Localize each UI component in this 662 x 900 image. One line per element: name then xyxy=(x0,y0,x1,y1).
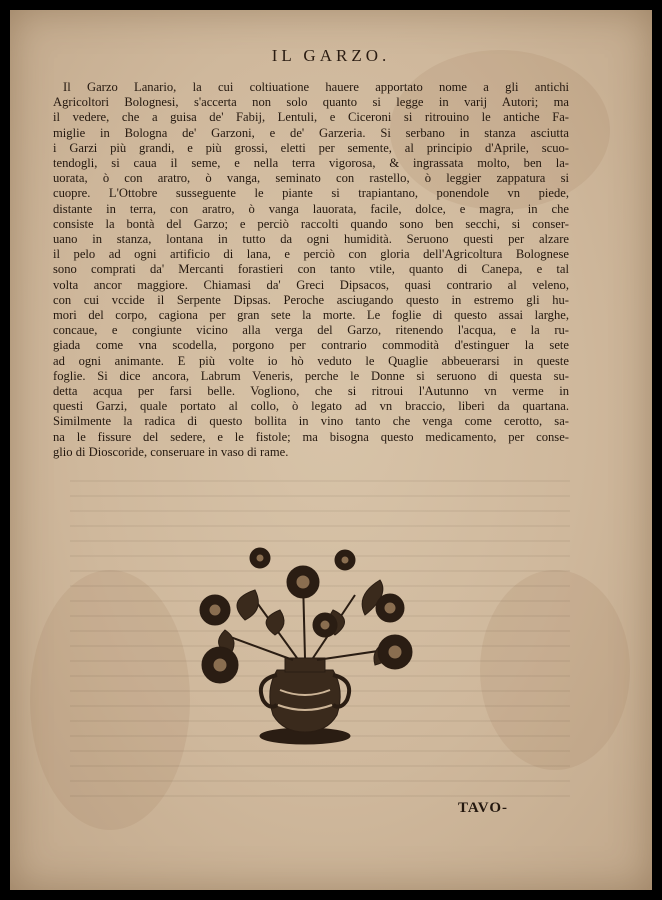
text-line: miglie in Bologna de' Garzoni, e de' Garzeria. Si serbano in stanza asciutta xyxy=(53,125,569,140)
flower xyxy=(250,548,270,568)
text-line: consiste la bontà del Garzo; e perciò raccolti quando sono ben secchi, si conser- xyxy=(53,216,569,231)
text-line: detta acqua per farsi belle. Vogliono, che si ritroui l'Autunno vn verme in xyxy=(53,384,569,399)
text-line: concaue, e congiunte vicino alla verga del Garzo, ritenendo l'acqua, e la ru- xyxy=(53,323,569,338)
flower-vase-woodcut xyxy=(185,540,425,755)
leaf xyxy=(266,610,284,635)
text-line: il vedere, che a guisa de' Fabij, Lentuli, e Ciceroni si ritrouino le antiche Fa- xyxy=(53,110,569,125)
text-line: uorata, ò con aratro, ò vanga, seminato con rastello, ò leggier zappatura si xyxy=(53,171,569,186)
text-line: il pelo ad ogni artificio di lana, e perciò con gloria dell'Agricoltura Bolognese xyxy=(53,247,569,262)
text-line: na le fissure del sedere, e le fistole; ma bisogna questo medicamento, per conse- xyxy=(53,429,569,444)
text-line: uano in stanza, lontana in tutto da ogni humidità. Seruono questi per alzare xyxy=(53,232,569,247)
text-line: distante in terra, con aratro, ò vanga lauorata, facile, dolce, e magra, in che xyxy=(53,201,569,216)
text-line: Agricoltori Bolognesi, s'accerta non solo quanto si legge in varij Autori; ma xyxy=(53,95,569,110)
page-title: IL GARZO. xyxy=(271,46,391,65)
text-line: sono comprati da' Mercanti forastieri con tanto vtile, quanto di Canepa, e tal xyxy=(53,262,569,277)
text-line: volta ancor maggiore. Chiamasi da' Greci Dipsacos, quasi contrario al veleno, xyxy=(53,277,569,292)
text-line: foglie. Si dice ancora, Labrum Veneris, perche le Donne si seruono di questa su- xyxy=(53,368,569,383)
flower xyxy=(335,550,355,570)
text-line: Similmente la radica di questo bollita in vino tanto che venga come cerotto, sa- xyxy=(53,414,569,429)
text-line: Il Garzo Lanario, la cui coltiuatione hauere apportato nome a gli antichi xyxy=(63,80,569,94)
flower xyxy=(313,613,337,637)
text-line: glio di Dioscoride, conseruare in vaso di rame. xyxy=(53,444,289,459)
leaf xyxy=(237,590,258,620)
flower xyxy=(200,595,230,625)
text-line: tendogli, si caua il seme, e nella terra vigorosa, & ingrassata molto, ben la- xyxy=(53,156,569,171)
text-line: cuopre. L'Ottobre susseguente le piante si trapiantano, ponendole vn piede, xyxy=(53,186,569,201)
text-line: mori del corpo, cagiona per gran sete la morte. Le foglie di questo assai larghe, xyxy=(53,308,569,323)
flower xyxy=(376,594,404,622)
text-line: con cui vccide il Serpente Dipsas. Peroche asciugando questo in estremo gli hu- xyxy=(53,292,569,307)
vase-body xyxy=(270,670,340,732)
text-line: ad ogni animante. E più volte io hò veduto le Quaglie abbeuerarsi in queste xyxy=(53,353,569,368)
flower xyxy=(378,635,412,669)
text-line: i Garzi più grandi, e più grossi, eletti per semente, al principio d'Aprile, scuo- xyxy=(53,140,569,155)
flower xyxy=(202,647,238,683)
flower xyxy=(287,566,319,598)
catchword: TAVO- xyxy=(458,800,508,816)
body-text xyxy=(53,80,569,460)
text-line: giada come vna scodella, porgono per contrario commodità d'estinguer la sete xyxy=(53,338,569,353)
text-line: questi Garzi, quale portato al collo, ò legato ad vn braccio, liberi da quartana. xyxy=(53,399,569,414)
